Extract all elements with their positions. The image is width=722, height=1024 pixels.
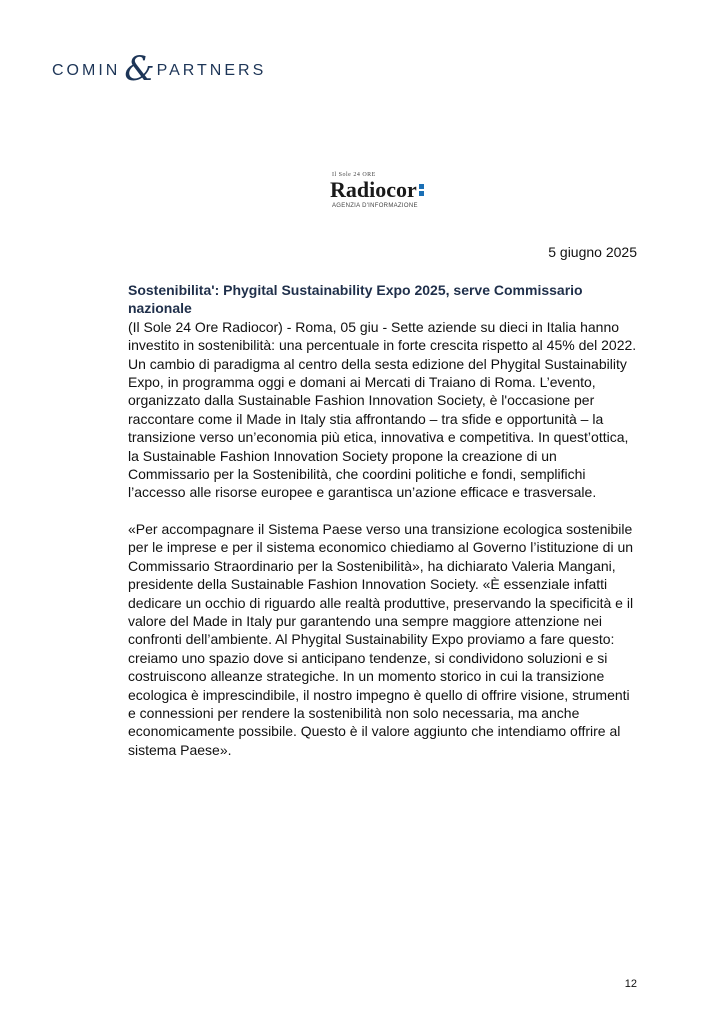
page-number: 12 — [624, 978, 637, 990]
document-date: 5 giugno 2025 — [548, 244, 637, 260]
paragraph-spacer — [128, 502, 640, 520]
article-paragraph-1: (Il Sole 24 Ore Radiocor) - Roma, 05 giu - Sette aziende su dieci in Italia hanno investito in sostenibilità: una percentuale in forte crescita rispetto al 45% del 2022. Un cambio di paradigma al centro della sesta edizione del Phygital Sustainability Expo, in programma oggi e domani ai Mercati di Traiano di Roma. L’evento, organizzato dalla Sustainable Fashion Innovation Society, è l'occasione per raccontare come il Made in Italy stia affrontando – tra sfide e opportunità – la transizione verso un’economia più etica, innovativa e competitiva. In quest’ottica, la Sustainable Fashion Innovation Society propone la creazione di un Commissario per la Sostenibilità, che coordini politiche e fondi, semplifichi l’accesso alle risorse europee e garantisca un’azione efficace e trasversale. — [128, 318, 637, 501]
logo-ampersand: & — [124, 49, 155, 89]
article-headline: Sostenibilita': Phygital Sustainability Expo 2025, serve Commissario nazionale — [128, 282, 583, 317]
radiocor-logo — [330, 172, 450, 209]
article — [128, 281, 640, 759]
radiocor-brand-text: Radiocor — [330, 177, 417, 202]
radiocor-dots-icon — [419, 183, 424, 197]
radiocor-brand — [330, 179, 450, 201]
article-paragraph-2: «Per accompagnare il Sistema Paese verso una transizione ecologica sostenibile per le imprese e per il sistema economico chiediamo al Governo l’istituzione di un Commissario Straordinario per la Sostenibilità», ha dichiarato Valeria Mangani, presidente della Sustainable Fashion Innovation Society. «È essenziale infatti dedicare un occhio di riguardo alle realtà produttive, preservando la specificità e il valore del Made in Italy pur garantendo una sempre maggiore attenzione nei confronti dell’ambiente. Al Phygital Sustainability Expo proviamo a fare questo: creiamo uno spazio dove si anticipano tendenze, si condividono soluzioni e si costruiscono alleanze strategiche. In un momento storico in cui la transizione ecologica è imprescindibile, il nostro impegno è quello di offrire visione, strumenti e connessioni per rendere la sostenibilità non solo necessaria, ma anche economicamente possibile. Questo è il valore aggiunto che intendiamo offrire al sistema Paese». — [128, 520, 634, 758]
logo-left-word: COMIN — [52, 62, 121, 79]
logo-right-word: PARTNERS — [156, 62, 267, 79]
masthead-text: Il Sole 24 ORE — [332, 172, 376, 178]
radiocor-subtitle: AGENZIA D'INFORMAZIONE — [332, 203, 418, 209]
comin-partners-logo — [52, 49, 267, 89]
